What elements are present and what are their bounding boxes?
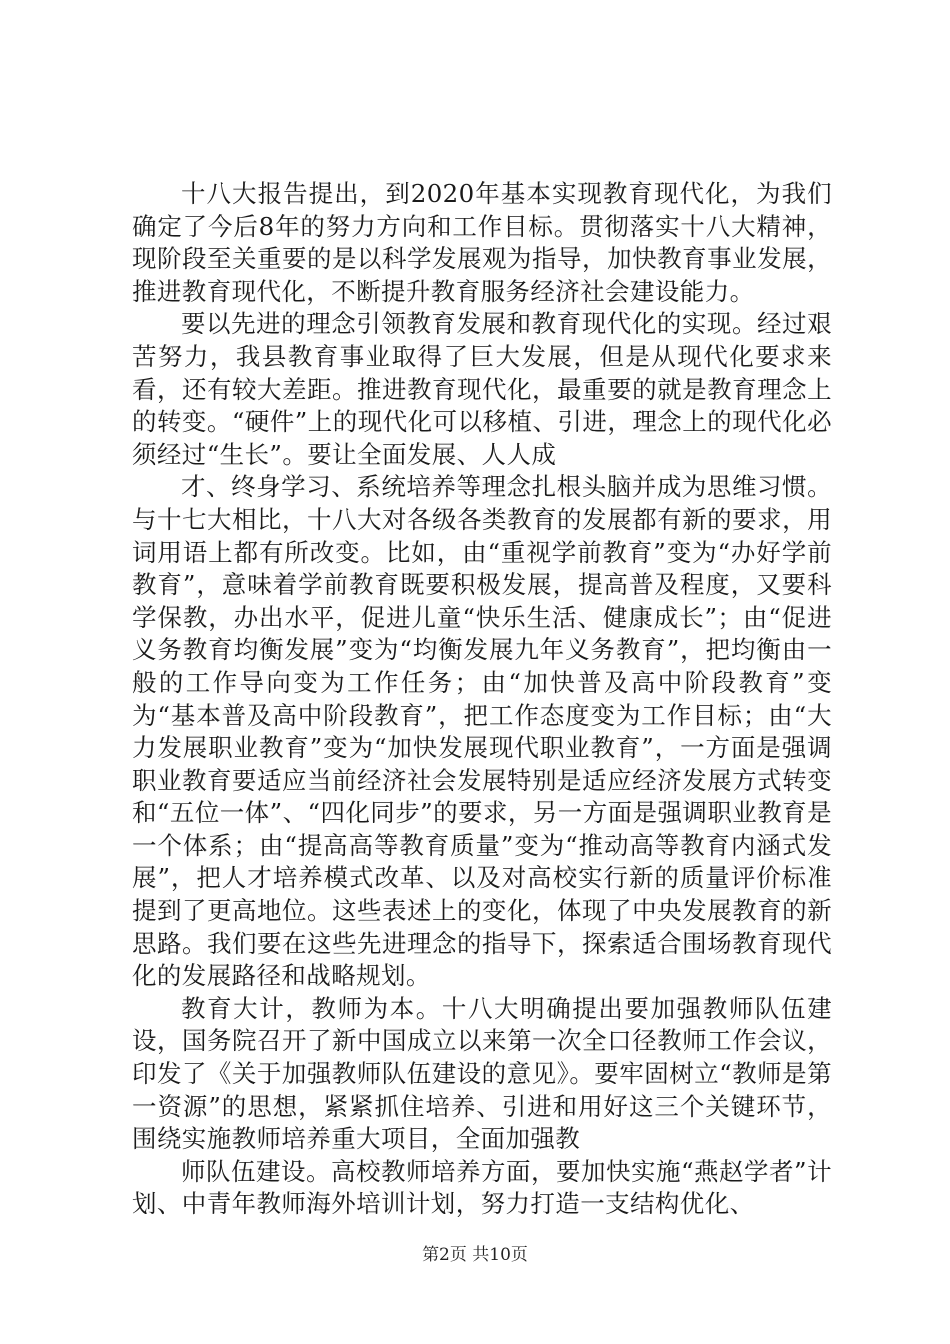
document-body <box>132 178 832 1221</box>
page-footer <box>0 1244 950 1266</box>
paragraph-4: 教育大计，教师为本。十八大明确提出要加强教师队伍建设，国务院召开了新中国成立以来第一次全口径教师工作会议，印发了《关于加强教师队伍建设的意见》。要牢固树立“教师是第一资源”的思想，紧紧抓住培养、引进和用好这三个关键环节，围绕实施教师培养重大项目，全面加强教 <box>132 993 832 1154</box>
paragraph-5: 师队伍建设。高校教师培养方面，要加快实施“燕赵学者”计划、中青年教师海外培训计划，努力打造一支结构优化、 <box>132 1156 832 1219</box>
paragraph-3: 才、终身学习、系统培养等理念扎根头脑并成为思维习惯。与十七大相比，十八大对各级各类教育的发展都有新的要求，用词用语上都有所改变。比如，由“重视学前教育”变为“办好学前教育”，意味着学前教育既要积极发展，提高普及程度，又要科学保教，办出水平，促进儿童“快乐生活、健康成长”；由“促进义务教育均衡发展”变为“均衡发展九年义务教育”，把均衡由一般的工作导向变为工作任务；由“加快普及高中阶段教育”变为“基本普及高中阶段教育”，把工作态度变为工作目标；由“大力发展职业教育”变为“加快发展现代职业教育”，一方面是强调职业教育要适应当前经济社会发展特别是适应经济发展方式转变和“五位一体”、“四化同步”的要求，另一方面是强调职业教育是一个体系；由“提高高等教育质量”变为“推动高等教育内涵式发展”，把人才培养模式改革、以及对高校实行新的质量评价标准提到了更高地位。这些表述上的变化，体现了中央发展教育的新思路。我们要在这些先进理念的指导下，探索适合围场教育现代化的发展路径和战略规划。 <box>132 472 832 991</box>
paragraph-2: 要以先进的理念引领教育发展和教育现代化的实现。经过艰苦努力，我县教育事业取得了巨大发展，但是从现代化要求来看，还有较大差距。推进教育现代化，最重要的就是教育理念上的转变。“硬件”上的现代化可以移植、引进，理念上的现代化必须经过“生长”。要让全面发展、人人成 <box>132 309 832 469</box>
paragraph-1: 十八大报告提出，到2020年基本实现教育现代化，为我们确定了今后8年的努力方向和工作目标。贯彻落实十八大精神，现阶段至关重要的是以科学发展观为指导，加快教育事业发展，推进教育现代化，不断提升教育服务经济社会建设能力。 <box>132 179 832 306</box>
page-number-label: 第2页 共10页 <box>422 1245 528 1265</box>
